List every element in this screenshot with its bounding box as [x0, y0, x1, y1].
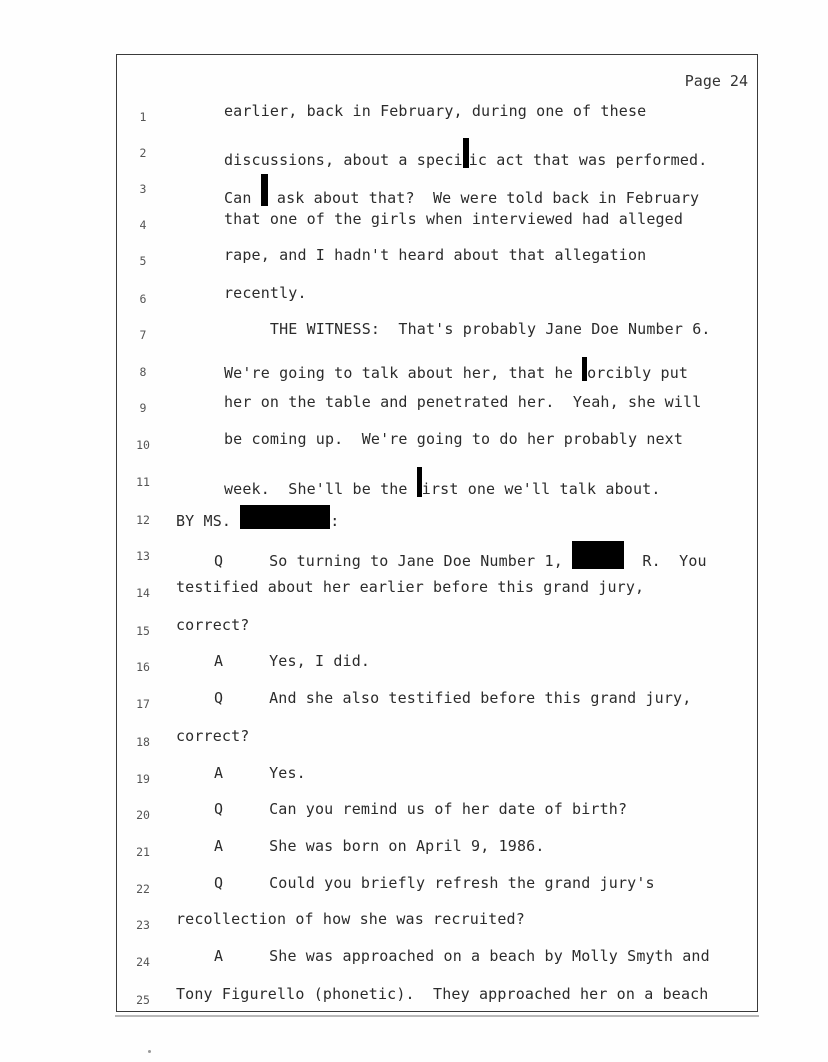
line-number: 25 [136, 993, 150, 1007]
line-text [224, 357, 688, 382]
line-text-segment: irst one we'll talk about. [421, 480, 661, 498]
transcript-line [118, 689, 758, 725]
line-text-segment: Can [224, 189, 261, 207]
line-text [176, 910, 525, 928]
transcript-line [118, 578, 758, 614]
line-text [176, 505, 339, 530]
line-text [176, 727, 249, 745]
transcript-line [118, 320, 758, 356]
line-text [224, 284, 307, 302]
line-text-segment: THE WITNESS: That's probably Jane Doe Number 6. [224, 320, 711, 338]
line-number: 17 [136, 697, 150, 711]
line-text-segment: BY MS. [176, 512, 241, 530]
line-text-segment: ic act that was performed. [468, 151, 708, 169]
transcript-line [118, 138, 758, 174]
transcript-line [118, 837, 758, 873]
line-text [224, 430, 683, 448]
transcript-line [118, 652, 758, 688]
line-text-segment: A She was born on April 9, 1986. [214, 837, 545, 855]
transcript-line [118, 505, 758, 541]
line-text-segment: rape, and I hadn't heard about that allegation [224, 246, 647, 264]
line-text [224, 467, 661, 498]
line-text-segment: orcibly put [587, 364, 689, 382]
redaction-bar [261, 174, 268, 206]
line-number: 8 [139, 365, 147, 379]
transcript-line [118, 910, 758, 946]
line-number: 14 [136, 586, 150, 600]
line-text [224, 210, 683, 228]
line-number: 10 [136, 438, 150, 452]
line-text-segment: Tony Figurello (phonetic). They approached her on a beach [176, 985, 709, 1003]
transcript-line [118, 985, 758, 1021]
line-number: 7 [139, 328, 147, 342]
line-number: 13 [136, 549, 150, 563]
line-number: 6 [139, 292, 147, 306]
line-number: 23 [136, 918, 150, 932]
line-text [214, 947, 710, 965]
line-text-segment: We're going to talk about her, that he [224, 364, 583, 382]
transcript-line [118, 727, 758, 763]
line-text-segment: recently. [224, 284, 307, 302]
line-text-segment: Q So turning to Jane Doe Number 1, [214, 552, 573, 570]
line-number: 19 [136, 772, 150, 786]
line-text-segment: that one of the girls when interviewed had alleged [224, 210, 684, 228]
line-text-segment: earlier, back in February, during one of these [224, 102, 647, 120]
line-text-segment: discussions, about a speci [224, 151, 463, 169]
line-number: 22 [136, 882, 150, 896]
line-text-segment: Q Can you remind us of her date of birth? [214, 800, 628, 818]
redaction-bar [572, 541, 624, 569]
transcript-line [118, 764, 758, 800]
transcript-line [118, 246, 758, 282]
line-number: 1 [139, 110, 147, 124]
line-number: 9 [139, 401, 147, 415]
line-text [224, 320, 711, 338]
line-number: 20 [136, 808, 150, 822]
line-number: 16 [136, 660, 150, 674]
line-text-segment: recollection of how she was recruited? [176, 910, 525, 928]
transcript-line [118, 284, 758, 320]
transcript-line [118, 102, 758, 138]
line-number: 4 [139, 218, 147, 232]
line-text-segment: A Yes. [214, 764, 306, 782]
line-text-segment: her on the table and penetrated her. Yeah, she will [224, 393, 702, 411]
transcript-line [118, 800, 758, 836]
line-text-segment: correct? [176, 616, 250, 634]
transcript-line [118, 174, 758, 210]
transcript-line [118, 210, 758, 246]
line-text [214, 541, 707, 570]
line-text [214, 652, 370, 670]
redaction-bar [240, 505, 330, 529]
line-text-segment: R. You [624, 552, 707, 570]
line-number: 24 [136, 955, 150, 969]
line-text [224, 174, 699, 207]
transcript-line [118, 541, 758, 577]
line-text [214, 689, 691, 707]
line-text-segment: testified about her earlier before this grand jury, [176, 578, 645, 596]
line-text-segment: A She was approached on a beach by Molly Smyth and [214, 947, 710, 965]
line-number: 3 [139, 182, 147, 196]
line-text-segment: : [330, 512, 340, 530]
transcript-line [118, 947, 758, 983]
line-text-segment: Q Could you briefly refresh the grand jury's [214, 874, 655, 892]
line-text-segment: correct? [176, 727, 250, 745]
line-text [176, 578, 644, 596]
transcript-line [118, 467, 758, 503]
line-text [176, 985, 708, 1003]
line-text [224, 393, 701, 411]
line-number: 5 [139, 254, 147, 268]
line-text [224, 246, 646, 264]
scan-speck [148, 1050, 151, 1053]
line-text-segment: week. She'll be the [224, 480, 417, 498]
transcript-line [118, 616, 758, 652]
line-number: 2 [139, 146, 147, 160]
line-number: 11 [136, 475, 150, 489]
transcript-line [118, 430, 758, 466]
page-number-label: Page 24 [684, 72, 748, 90]
line-text-segment: be coming up. We're going to do her probably next [224, 430, 684, 448]
line-text [214, 764, 306, 782]
line-number: 15 [136, 624, 150, 638]
line-text [224, 138, 707, 169]
line-text [176, 616, 249, 634]
line-number: 21 [136, 845, 150, 859]
transcript-line [118, 393, 758, 429]
transcript-line [118, 357, 758, 393]
line-text-segment: ask about that? We were told back in February [267, 189, 700, 207]
line-text [214, 874, 655, 892]
transcript-line [118, 874, 758, 910]
line-text [214, 837, 545, 855]
line-text [214, 800, 627, 818]
line-number: 12 [136, 513, 150, 527]
line-number: 18 [136, 735, 150, 749]
line-text-segment: Q And she also testified before this grand jury, [214, 689, 692, 707]
line-text [224, 102, 646, 120]
line-text-segment: A Yes, I did. [214, 652, 371, 670]
